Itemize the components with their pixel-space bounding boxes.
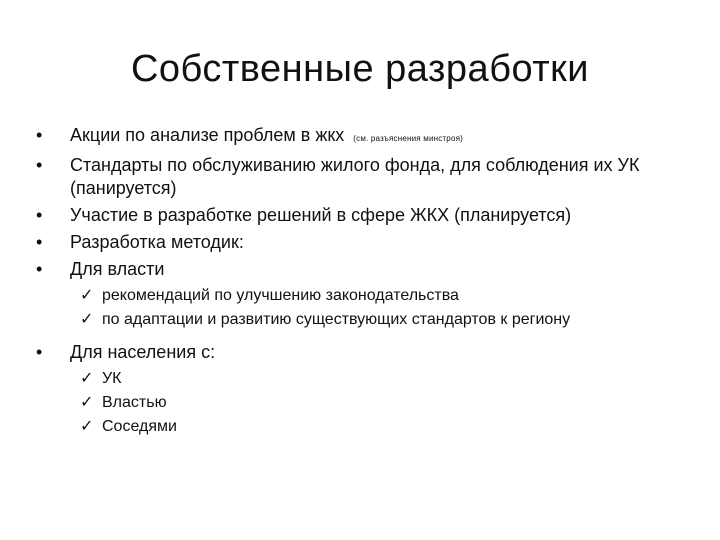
bullet-text: Разработка методик: [70, 232, 244, 252]
bullet-item [36, 341, 696, 364]
bullet-icon: • [36, 205, 43, 225]
sub-item-text: рекомендаций по улучшению законодательства [102, 287, 459, 304]
bullet-item [36, 231, 696, 254]
sub-item-text: Соседями [102, 418, 177, 435]
bullet-note: (см. разъяснения минстроя) [353, 134, 463, 143]
check-icon: ✓ [80, 311, 94, 328]
bullet-item [36, 124, 696, 150]
bullet-list [36, 124, 696, 448]
bullet-item [36, 258, 696, 281]
bullet-text: Участие в разработке решений в сфере ЖКХ (планируется) [70, 205, 572, 225]
slide-title: Собственные разработки [130, 48, 590, 90]
sub-item [80, 368, 696, 390]
sub-item [80, 309, 696, 331]
sub-item [80, 416, 696, 438]
bullet-text: Для власти [70, 259, 165, 279]
sublist [80, 368, 696, 438]
bullet-text: Для населения с: [70, 342, 216, 362]
check-icon: ✓ [80, 370, 94, 387]
sub-item-text: УК [102, 370, 122, 387]
bullet-text: Акции по анализе проблем в жкх [70, 125, 345, 145]
sub-item [80, 285, 696, 307]
bullet-icon: • [36, 125, 43, 145]
sub-item [80, 392, 696, 414]
check-icon: ✓ [80, 394, 94, 411]
check-icon: ✓ [80, 287, 94, 304]
bullet-item [36, 154, 696, 200]
bullet-text: Стандарты по обслуживанию жилого фонда, для соблюдения их УК (панируется) [70, 155, 640, 198]
sub-item-text: Властью [102, 394, 167, 411]
bullet-item [36, 204, 696, 227]
bullet-icon: • [36, 232, 43, 252]
bullet-icon: • [36, 259, 43, 279]
bullet-icon: • [36, 342, 43, 362]
sublist [80, 285, 696, 331]
bullet-icon: • [36, 155, 43, 175]
sub-item-text: по адаптации и развитию существующих стандартов к региону [102, 311, 571, 328]
check-icon: ✓ [80, 418, 94, 435]
